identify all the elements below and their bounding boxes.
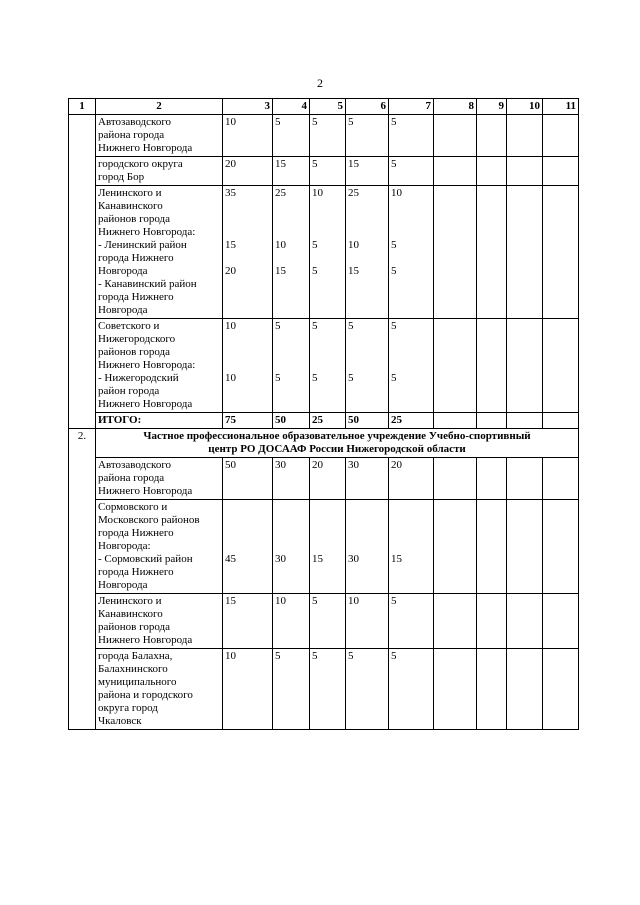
header-cell: 5 <box>310 99 346 115</box>
value-cell: 25 10 15 <box>273 186 310 319</box>
table-row <box>69 649 579 730</box>
district-cell: Автозаводского района города Нижнего Новгорода <box>96 115 223 157</box>
value-cell: 10 <box>273 594 310 649</box>
empty-cell <box>543 186 579 319</box>
empty-cell <box>507 186 543 319</box>
empty-cell <box>434 115 477 157</box>
table-row <box>69 458 579 500</box>
page-number: 2 <box>317 76 323 90</box>
total-value: 25 <box>389 413 434 429</box>
header-cell: 9 <box>477 99 507 115</box>
empty-cell <box>507 500 543 594</box>
empty-cell <box>507 157 543 186</box>
empty-cell <box>434 594 477 649</box>
value-cell: 10 <box>223 649 273 730</box>
header-cell: 7 <box>389 99 434 115</box>
header-cell: 11 <box>543 99 579 115</box>
district-cell: Ленинского и Канавинского районов города Нижнего Новгорода <box>96 594 223 649</box>
empty-cell <box>543 157 579 186</box>
value-cell: 5 <box>310 115 346 157</box>
empty-cell <box>477 594 507 649</box>
empty-cell <box>477 319 507 413</box>
empty-cell <box>507 458 543 500</box>
value-cell: 30 <box>346 458 389 500</box>
total-label: ИТОГО: <box>96 413 223 429</box>
value-cell: 30 <box>346 500 389 594</box>
table-row <box>69 319 579 413</box>
empty-cell <box>543 115 579 157</box>
value-cell: 20 <box>389 458 434 500</box>
value-cell: 5 <box>346 115 389 157</box>
value-cell: 5 5 <box>389 319 434 413</box>
empty-cell <box>543 500 579 594</box>
empty-cell <box>543 413 579 429</box>
table-row <box>69 186 579 319</box>
total-value: 50 <box>346 413 389 429</box>
district-cell: городского округа город Бор <box>96 157 223 186</box>
empty-cell <box>434 157 477 186</box>
header-cell: 3 <box>223 99 273 115</box>
organization-row <box>69 429 579 458</box>
empty-cell <box>507 319 543 413</box>
empty-cell <box>434 649 477 730</box>
value-cell: 25 10 15 <box>346 186 389 319</box>
value-cell: 5 <box>310 594 346 649</box>
value-cell: 15 <box>389 500 434 594</box>
value-cell: 5 <box>346 649 389 730</box>
value-cell: 15 <box>273 157 310 186</box>
empty-cell <box>543 594 579 649</box>
value-cell: 5 <box>273 115 310 157</box>
value-cell: 5 <box>389 115 434 157</box>
empty-cell <box>434 500 477 594</box>
total-value: 75 <box>223 413 273 429</box>
district-cell: Сормовского и Московского районов города Нижнего Новгорода: - Сормовский район города Нижнего Новгорода <box>96 500 223 594</box>
header-cell: 6 <box>346 99 389 115</box>
empty-cell <box>477 413 507 429</box>
table-row <box>69 115 579 157</box>
empty-cell <box>543 649 579 730</box>
value-cell: 5 <box>389 594 434 649</box>
value-cell: 20 <box>223 157 273 186</box>
total-value: 25 <box>310 413 346 429</box>
value-cell: 5 <box>389 157 434 186</box>
header-cell: 10 <box>507 99 543 115</box>
empty-cell <box>477 500 507 594</box>
value-cell: 10 <box>346 594 389 649</box>
value-cell: 5 5 <box>346 319 389 413</box>
header-cell: 4 <box>273 99 310 115</box>
row-number-cell: 2. <box>69 429 96 730</box>
empty-cell <box>477 458 507 500</box>
empty-cell <box>507 594 543 649</box>
total-value: 50 <box>273 413 310 429</box>
value-cell: 30 <box>273 500 310 594</box>
district-cell: города Балахна, Балахнинского муниципального района и городского округа город Чкаловск <box>96 649 223 730</box>
district-cell: Ленинского и Канавинского районов города Нижнего Новгорода: - Ленинский район города Нижнего Новгорода - Канавинский район города Нижнего Новгорода <box>96 186 223 319</box>
header-row <box>69 99 579 115</box>
empty-cell <box>507 413 543 429</box>
value-cell: 5 <box>310 649 346 730</box>
district-cell: Советского и Нижегородского районов города Нижнего Новгорода: - Нижегородский район города Нижнего Новгорода <box>96 319 223 413</box>
header-cell: 1 <box>69 99 96 115</box>
table-row <box>69 157 579 186</box>
empty-cell <box>477 649 507 730</box>
value-cell: 5 5 <box>273 319 310 413</box>
empty-cell <box>543 458 579 500</box>
value-cell: 5 <box>310 157 346 186</box>
value-cell: 30 <box>273 458 310 500</box>
row-number-cell <box>69 115 96 429</box>
table-row <box>69 500 579 594</box>
empty-cell <box>543 319 579 413</box>
value-cell: 5 <box>389 649 434 730</box>
empty-cell <box>477 157 507 186</box>
empty-cell <box>477 115 507 157</box>
value-cell: 10 5 5 <box>310 186 346 319</box>
empty-cell <box>434 319 477 413</box>
empty-cell <box>434 458 477 500</box>
empty-cell <box>434 186 477 319</box>
value-cell: 15 <box>310 500 346 594</box>
value-cell: 15 <box>346 157 389 186</box>
value-cell: 45 <box>223 500 273 594</box>
value-cell: 50 <box>223 458 273 500</box>
value-cell: 35 15 20 <box>223 186 273 319</box>
header-cell: 8 <box>434 99 477 115</box>
value-cell: 10 5 5 <box>389 186 434 319</box>
empty-cell <box>434 413 477 429</box>
quota-table <box>68 98 579 730</box>
value-cell: 20 <box>310 458 346 500</box>
value-cell: 10 10 <box>223 319 273 413</box>
value-cell: 15 <box>223 594 273 649</box>
value-cell: 5 5 <box>310 319 346 413</box>
header-cell: 2 <box>96 99 223 115</box>
table-row <box>69 594 579 649</box>
organization-name: Частное профессиональное образовательное учреждение Учебно-спортивный центр РО ДОСААФ России Нижегородской области <box>96 429 579 458</box>
empty-cell <box>477 186 507 319</box>
empty-cell <box>507 649 543 730</box>
district-cell: Автозаводского района города Нижнего Новгорода <box>96 458 223 500</box>
value-cell: 10 <box>223 115 273 157</box>
empty-cell <box>507 115 543 157</box>
value-cell: 5 <box>273 649 310 730</box>
total-row <box>69 413 579 429</box>
